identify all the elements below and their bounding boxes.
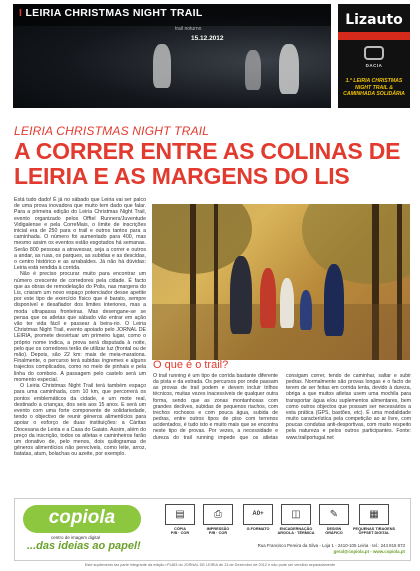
service-label: G.FORMATO [246,527,270,531]
large-format-icon: A0+ [243,504,273,525]
runner-figure [300,290,312,330]
sponsor-box [338,4,410,108]
banner-title: I LEIRIA CHRISTMAS NIGHT TRAIL [19,7,203,19]
runner-silhouette [245,50,261,90]
event-banner [13,4,331,108]
copy-icon: ▤ [165,504,195,525]
runner-silhouette [153,44,171,88]
service-label: DESIGN GRÁFICO [325,527,343,536]
runner-figure [230,256,252,334]
ad-subtitle: centro de imagem digital [51,535,101,540]
service-label: CÓPIA P/B · COR [170,527,190,536]
sponsor-brand: DACIA [365,63,383,68]
trail-runners-photo [152,204,410,360]
article-headline: A CORRER ENTRE AS COLINAS DE LEIRIA E AS MARGENS DO LIS [14,138,401,189]
article-paragraph: O Leiria Christmas Night Trail terá também espaço para uma caminhada, com 10 km, que percorrerá os pontos emblemáticos da cidade, e um mote real, destinado a crianças, dos seis aos 15 anos. E será um evento com uma forte componente de solidariedade, tendo o objectivo de reunir géneros alimentícios para apoiar o esforço de duas instituições: a Cáritas Diocesana de Leiria e a Casa do Gaiato. Assim, além do preço da inscrição, todos os atletas e caminheiros farão um donativo de, pelo menos, dois quilogramas de géneros alimentícios não perecíveis, como leite, arroz, batatas, atum, bolachas ou azeite, por exemplo. [14,383,146,458]
ad-address: Rua Francisco Pereira da Silva - Loja 1 - 2410-105 Leiria · tel.: 244 815 973 geral@copiola.pt - www.copiola.pt [257,543,405,554]
copiola-logo: copiola [23,505,141,533]
page-footer-note: Este suplemento faz parte integrante da edição nº1483 do JORNAL DE LEIRIA de 13 de Dezembro de 2012 e não pode ser vendido separadamente [84,563,336,567]
runner-figure [280,278,294,328]
service-label: IMPRESSÃO P/B · COR [206,527,230,536]
banner-tagline: trail noturno [175,26,202,32]
ad-slogan: ...das ideias ao papel! [27,540,141,552]
dacia-emblem-icon [364,46,384,60]
service-label: ENCADERNAÇÃO ARGOLA · TÉRMICA [277,527,315,536]
service-label: PEQUENAS TIRAGENS OFFSET DIGITAL [353,527,395,536]
sponsor-text: 1.ª LEIRIA CHRISTMAS NIGHT TRAIL & CAMINHADA SOLIDÁRIA [343,78,405,97]
sidebar-text: O trail running é um tipo de corrida bastante diferente da pista e da estrada. Os percursos por onde passam as provas de trail podem e devem incluir trilhos técnicos, muitas vezes inacessíveis de qualquer outra forma, sendo que as zonas montanhosas com grandes declives, subidas de pequenos riachos, com trechos rochosos e com pouca água, subida de pedras, entre outros tipos de piso com terrenos acidentados, é tudo isto e muito mais que se encontra neste tipo de provas. Por vezes, a necessidade e dureza do trail running impede que os atletas consigam correr, tendo de caminhar, saltar e subir pedras. Normalmente são provas longas e o facto de terem de ser feitas em corrida lenta, devido à dureza, obriga a que muitos atletas usem uma mochila para transportar água e/ou suplementos alimentares, bem como outros objectos que possam ser necessários a esta prática (GPS, bastões, etc). É uma modalidade muito característica pela competição ao ar livre, com poucas condutas anti-desportivas, com muito respeito pela natureza e pelos outros participantes. Fonte: www.trailportugal.net [153,373,411,441]
article-paragraph: Não é preciso procurar muito para encontrar um número crescente de corredores pela cidade. É facto que as obras de remodelação do Polis, nas margens do Lis, criaram um novo espaço potenciador desse apetite por este tipo de exercício físico que é barato, sempre disponível e desafiador dos limites interiores, mas a moda ultrapassa fronteiras. Mas desengane-se se pensa que os atletas que sábado vão entrar em ação vão ter vida fácil e passear à beira-rio. O Leiria Christmas Night Trail, evento apoiado pelo JORNAL DE LEIRIA, promete desvirtuar um primeiro lugar, como o próprio nome indica, a prova será disputada à noite, pelo que os corredores terão de utilizar luz (frontal ou de mão). Depois, são 22 km: mais de meia-maratona. Finalmente, o percurso terá subidas íngremes e alguns trajectos complicados, como no meio de pinhais e pela linha do comboio. A passagem pelo castelo será um momento especial. [14,271,146,383]
binding-icon: ◫ [281,504,311,525]
print-icon: ⎙ [203,504,233,525]
article-paragraph: Está tudo dado! É já no sábado que Leiria vai ser palco de uma prova inovadora que muito tem dado que falar. Para a primeira edição do Leiria Christmas Night Trail, evento organizado pelos Offtel Runners/Juventude Vidigalense e pela CorreMais, o limite de inscrições inicial era de 250 para o trail e outros tantos para a caminhada. O número foi aumentado para 400, mas mesmo assim os eventos estão esgotados há semanas. Serão 800 pessoas a atravessar, seja a correr e outros a andar, as ruas, os parques, as subidas e as descidas, o centro histórico e as arrabaldes. Já não há dúvidas: Leiria está rendida à corrida. [14,197,146,272]
sidebar-title: O que é o trail? [153,359,229,371]
ad-contact-link[interactable]: geral@copiola.pt - www.copiola.pt [333,548,405,554]
banner-date: 15.12.2012 [191,35,224,42]
article-kicker: LEIRIA CHRISTMAS NIGHT TRAIL [14,124,210,138]
runner-figure [324,264,344,336]
design-icon: ✎ [319,504,349,525]
print-run-icon: ▦ [359,504,389,525]
article-body [14,197,146,458]
sponsor-logo: Lizauto [345,12,403,28]
runner-figure [260,268,276,328]
runner-silhouette [279,44,299,94]
copiola-advertisement [14,498,411,561]
